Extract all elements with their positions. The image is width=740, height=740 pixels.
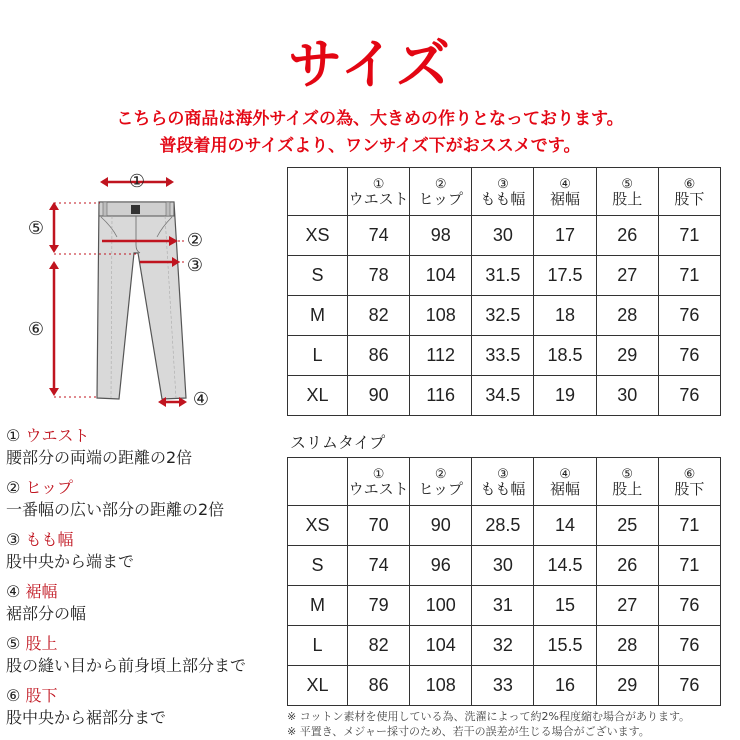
cell: 104 (410, 626, 472, 666)
legend-item: ④ 裾幅 裾部分の幅 (6, 582, 87, 623)
cell: 86 (348, 336, 410, 376)
cell: 25 (596, 506, 658, 546)
marker-4: ④ (192, 389, 210, 410)
corner-cell (288, 458, 348, 506)
table-row (288, 626, 721, 666)
cell: 108 (410, 296, 472, 336)
column-header: ② ヒップ (410, 168, 472, 216)
footnote-shrink: ※ コットン素材を使用している為、洗濯によって約2%程度縮む場合があります。 (287, 710, 691, 723)
column-header: ⑥ 股下 (658, 458, 720, 506)
cell: 78 (348, 256, 410, 296)
page-title: サイズ (288, 33, 452, 96)
column-header: ④ 裾幅 (534, 458, 596, 506)
cell: 71 (658, 256, 720, 296)
cell: 28 (596, 626, 658, 666)
cell: 112 (410, 336, 472, 376)
marker-6: ⑥ (27, 319, 45, 340)
cell: 16 (534, 666, 596, 706)
size-label: XS (288, 216, 348, 256)
cell: 27 (596, 256, 658, 296)
cell: 74 (348, 546, 410, 586)
column-header: ④ 裾幅 (534, 168, 596, 216)
size-label: M (288, 586, 348, 626)
cell: 28 (596, 296, 658, 336)
cell: 90 (410, 506, 472, 546)
table-row (288, 256, 721, 296)
cell: 29 (596, 336, 658, 376)
column-header: ⑤ 股上 (596, 458, 658, 506)
size-label: XL (288, 376, 348, 416)
cell: 108 (410, 666, 472, 706)
table-row (288, 506, 721, 546)
cell: 18 (534, 296, 596, 336)
cell: 76 (658, 666, 720, 706)
cell: 26 (596, 216, 658, 256)
footnote-measurement: ※ 平置き、メジャー採寸のため、若干の誤差が生じる場合がございます。 (287, 725, 650, 738)
cell: 98 (410, 216, 472, 256)
cell: 70 (348, 506, 410, 546)
cell: 82 (348, 296, 410, 336)
column-header: ① ウエスト (348, 458, 410, 506)
cell: 32 (472, 626, 534, 666)
table-header-row (288, 458, 721, 506)
column-header: ⑥ 股下 (658, 168, 720, 216)
cell: 32.5 (472, 296, 534, 336)
cell: 74 (348, 216, 410, 256)
size-label: S (288, 546, 348, 586)
notice-line-2: 普段着用のサイズより、ワンサイズ下がおススメです。 (159, 136, 581, 156)
cell: 17.5 (534, 256, 596, 296)
cell: 71 (658, 506, 720, 546)
size-label: XL (288, 666, 348, 706)
pants-shape (97, 202, 186, 399)
cell: 28.5 (472, 506, 534, 546)
column-header: ③ もも幅 (472, 458, 534, 506)
table-row (288, 586, 721, 626)
table-header-row (288, 168, 721, 216)
size-label: L (288, 626, 348, 666)
marker-2: ② (186, 230, 204, 251)
cell: 31 (472, 586, 534, 626)
table-row (288, 336, 721, 376)
cell: 76 (658, 586, 720, 626)
cell: 27 (596, 586, 658, 626)
column-header: ② ヒップ (410, 458, 472, 506)
column-header: ③ もも幅 (472, 168, 534, 216)
cell: 76 (658, 296, 720, 336)
cell: 30 (472, 546, 534, 586)
pants-illustration (0, 165, 280, 415)
cell: 71 (658, 546, 720, 586)
cell: 116 (410, 376, 472, 416)
marker-1: ① (128, 171, 146, 192)
column-header: ⑤ 股上 (596, 168, 658, 216)
cell: 33.5 (472, 336, 534, 376)
cell: 14.5 (534, 546, 596, 586)
cell: 76 (658, 336, 720, 376)
cell: 90 (348, 376, 410, 416)
cell: 71 (658, 216, 720, 256)
legend-item: ② ヒップ 一番幅の広い部分の距離の2倍 (6, 478, 225, 519)
table-row (288, 376, 721, 416)
legend-item: ① ウエスト 腰部分の両端の距離の2倍 (6, 426, 193, 467)
cell: 15.5 (534, 626, 596, 666)
cell: 79 (348, 586, 410, 626)
cell: 30 (596, 376, 658, 416)
size-label: L (288, 336, 348, 376)
cell: 29 (596, 666, 658, 706)
size-label: XS (288, 506, 348, 546)
size-table-regular (287, 167, 721, 416)
cell: 14 (534, 506, 596, 546)
size-label: M (288, 296, 348, 336)
cell: 18.5 (534, 336, 596, 376)
cell: 30 (472, 216, 534, 256)
cell: 96 (410, 546, 472, 586)
slim-type-label: スリムタイプ (290, 433, 386, 452)
table-row (288, 216, 721, 256)
size-table-slim (287, 457, 721, 706)
corner-cell (288, 168, 348, 216)
table-row (288, 666, 721, 706)
cell: 76 (658, 376, 720, 416)
cell: 17 (534, 216, 596, 256)
table-row (288, 296, 721, 336)
button-icon (131, 205, 140, 214)
cell: 34.5 (472, 376, 534, 416)
legend-item: ⑤ 股上 股の縫い目から前身頃上部分まで (6, 634, 247, 675)
cell: 31.5 (472, 256, 534, 296)
size-label: S (288, 256, 348, 296)
legend-item: ③ もも幅 股中央から端まで (6, 530, 135, 571)
marker-5: ⑤ (27, 218, 45, 239)
pants-diagram (0, 165, 280, 415)
cell: 19 (534, 376, 596, 416)
table-row (288, 546, 721, 586)
cell: 104 (410, 256, 472, 296)
cell: 76 (658, 626, 720, 666)
column-header: ① ウエスト (348, 168, 410, 216)
cell: 26 (596, 546, 658, 586)
cell: 86 (348, 666, 410, 706)
cell: 33 (472, 666, 534, 706)
cell: 82 (348, 626, 410, 666)
cell: 15 (534, 586, 596, 626)
marker-3: ③ (186, 255, 204, 276)
cell: 100 (410, 586, 472, 626)
legend-item: ⑥ 股下 股中央から裾部分まで (6, 686, 167, 727)
notice-line-1: こちらの商品は海外サイズの為、大きめの作りとなっております。 (116, 109, 624, 129)
